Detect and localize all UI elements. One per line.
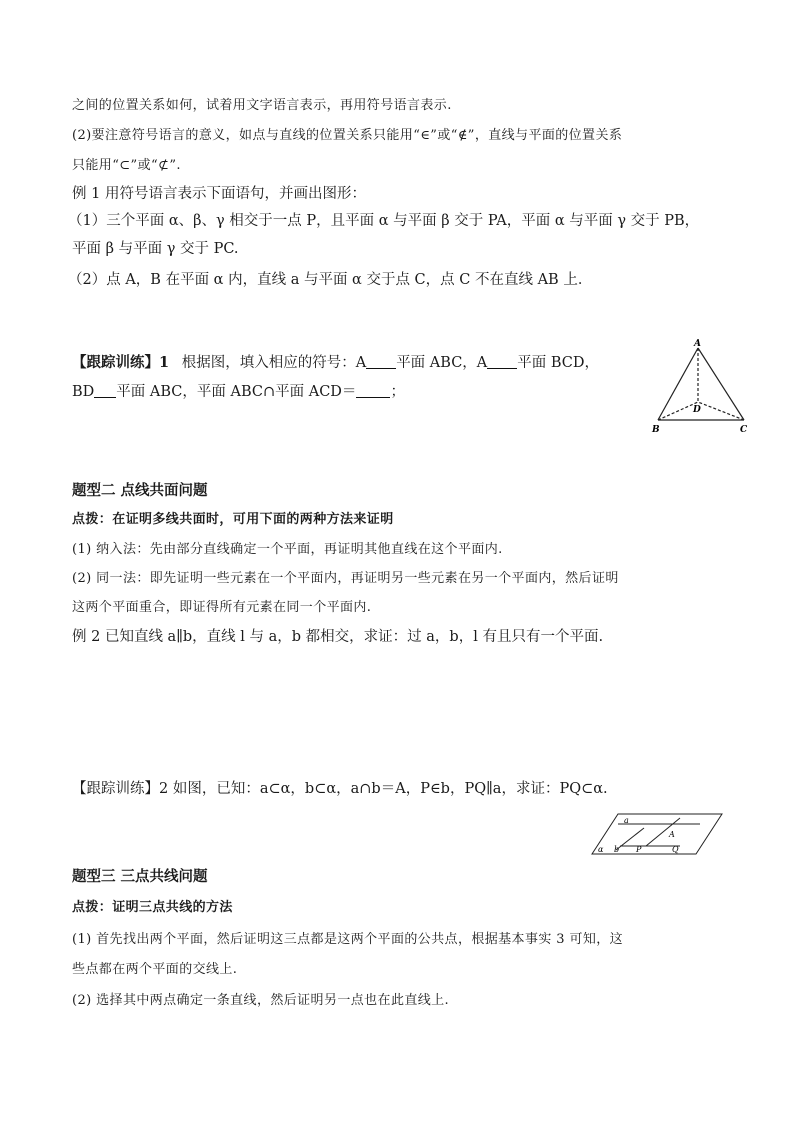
track-exercise-1-line-1 (72, 353, 599, 373)
line-label-a: a (624, 816, 629, 825)
section-2-tip: 点拨：在证明多线共面时，可用下面的两种方法来证明 (72, 512, 394, 527)
section-3-method-2: (2) 选择其中两点确定一条直线，然后证明另一点也在此直线上. (72, 993, 450, 1008)
track-exercise-1-text: 根据图，填入相应的符号：A (181, 355, 367, 371)
example-1-part-2: （2）点 A，B 在平面 α 内，直线 a 与平面 α 交于点 C，点 C 不在直线 AB 上． (68, 272, 593, 288)
example-2: 例 2 已知直线 a∥b，直线 l 与 a，b 都相交，求证：过 a，b，l 有且只有一个平面. (72, 629, 604, 645)
section-3-method-1: (1) 首先找出两个平面，然后证明这三点都是这两个平面的公共点，根据基本事实 3 可知，这 (72, 932, 624, 947)
section-2-title: 题型二 点线共面问题 (72, 482, 208, 499)
vertex-label-a: A (694, 339, 701, 349)
section-2-method-1: (1) 纳入法：先由部分直线确定一个平面，再证明其他直线在这个平面内. (72, 542, 503, 557)
answer-blank-4[interactable] (356, 383, 390, 398)
example-1-title: 例 1 用符号语言表示下面语句，并画出图形： (72, 186, 366, 202)
vertex-label-b: B (652, 425, 660, 435)
example-1-part-1-cont: 平面 β 与平面 γ 交于 PC. (72, 241, 239, 257)
text-line-3: 只能用“⊂”或“⊄”. (72, 158, 181, 173)
point-label-a: A (669, 830, 675, 839)
section-3-title: 题型三 三点共线问题 (72, 868, 208, 885)
answer-blank-3[interactable] (94, 383, 116, 398)
track-exercise-1-text-2: 平面 ABC，A (396, 355, 488, 371)
section-3-tip: 点拨：证明三点共线的方法 (72, 900, 233, 915)
point-label-p: P (636, 845, 642, 854)
line-label-b: b (614, 845, 620, 854)
plane-label-alpha: α (598, 845, 604, 854)
section-2-method-2: (2) 同一法：即先证明一些元素在一个平面内，再证明另一些元素在另一个平面内，然后证明 (72, 571, 619, 586)
plane-figure (588, 812, 728, 858)
tetrahedron-figure (648, 336, 758, 438)
track-exercise-1-text-3: 平面 BCD， (517, 355, 600, 371)
track-exercise-1-line-2 (72, 382, 405, 402)
track-exercise-1-text-5: 平面 ABC，平面 ABC∩平面 ACD＝ (116, 384, 357, 400)
answer-blank-1[interactable] (366, 354, 396, 369)
track-exercise-1-text-6: ； (390, 384, 405, 400)
text-line-1: 之间的位置关系如何，试着用文字语言表示，再用符号语言表示. (72, 98, 452, 113)
section-2-method-2-cont: 这两个平面重合，即证得所有元素在同一个平面内. (72, 600, 372, 615)
section-3-method-1-cont: 些点都在两个平面的交线上. (72, 962, 238, 977)
track-exercise-2: 【跟踪训练】2 如图，已知：a⊂α，b⊂α，a∩b＝A，P∈b，PQ∥a，求证：PQ⊂α. (72, 781, 608, 797)
track-exercise-1-text-4: BD (72, 384, 95, 400)
vertex-label-d: D (693, 405, 701, 415)
track-exercise-1-label: 【跟踪训练】1 (72, 354, 170, 371)
answer-blank-2[interactable] (487, 354, 517, 369)
example-1-part-1: （1）三个平面 α、β、γ 相交于一点 P，且平面 α 与平面 β 交于 PA，平面 α 与平面 γ 交于 PB， (68, 213, 700, 229)
vertex-label-c: C (740, 425, 748, 435)
text-line-2: (2)要注意符号语言的意义，如点与直线的位置关系只能用“∈”或“∉”，直线与平面的位置关系 (72, 128, 623, 143)
point-label-q: Q (672, 845, 679, 854)
